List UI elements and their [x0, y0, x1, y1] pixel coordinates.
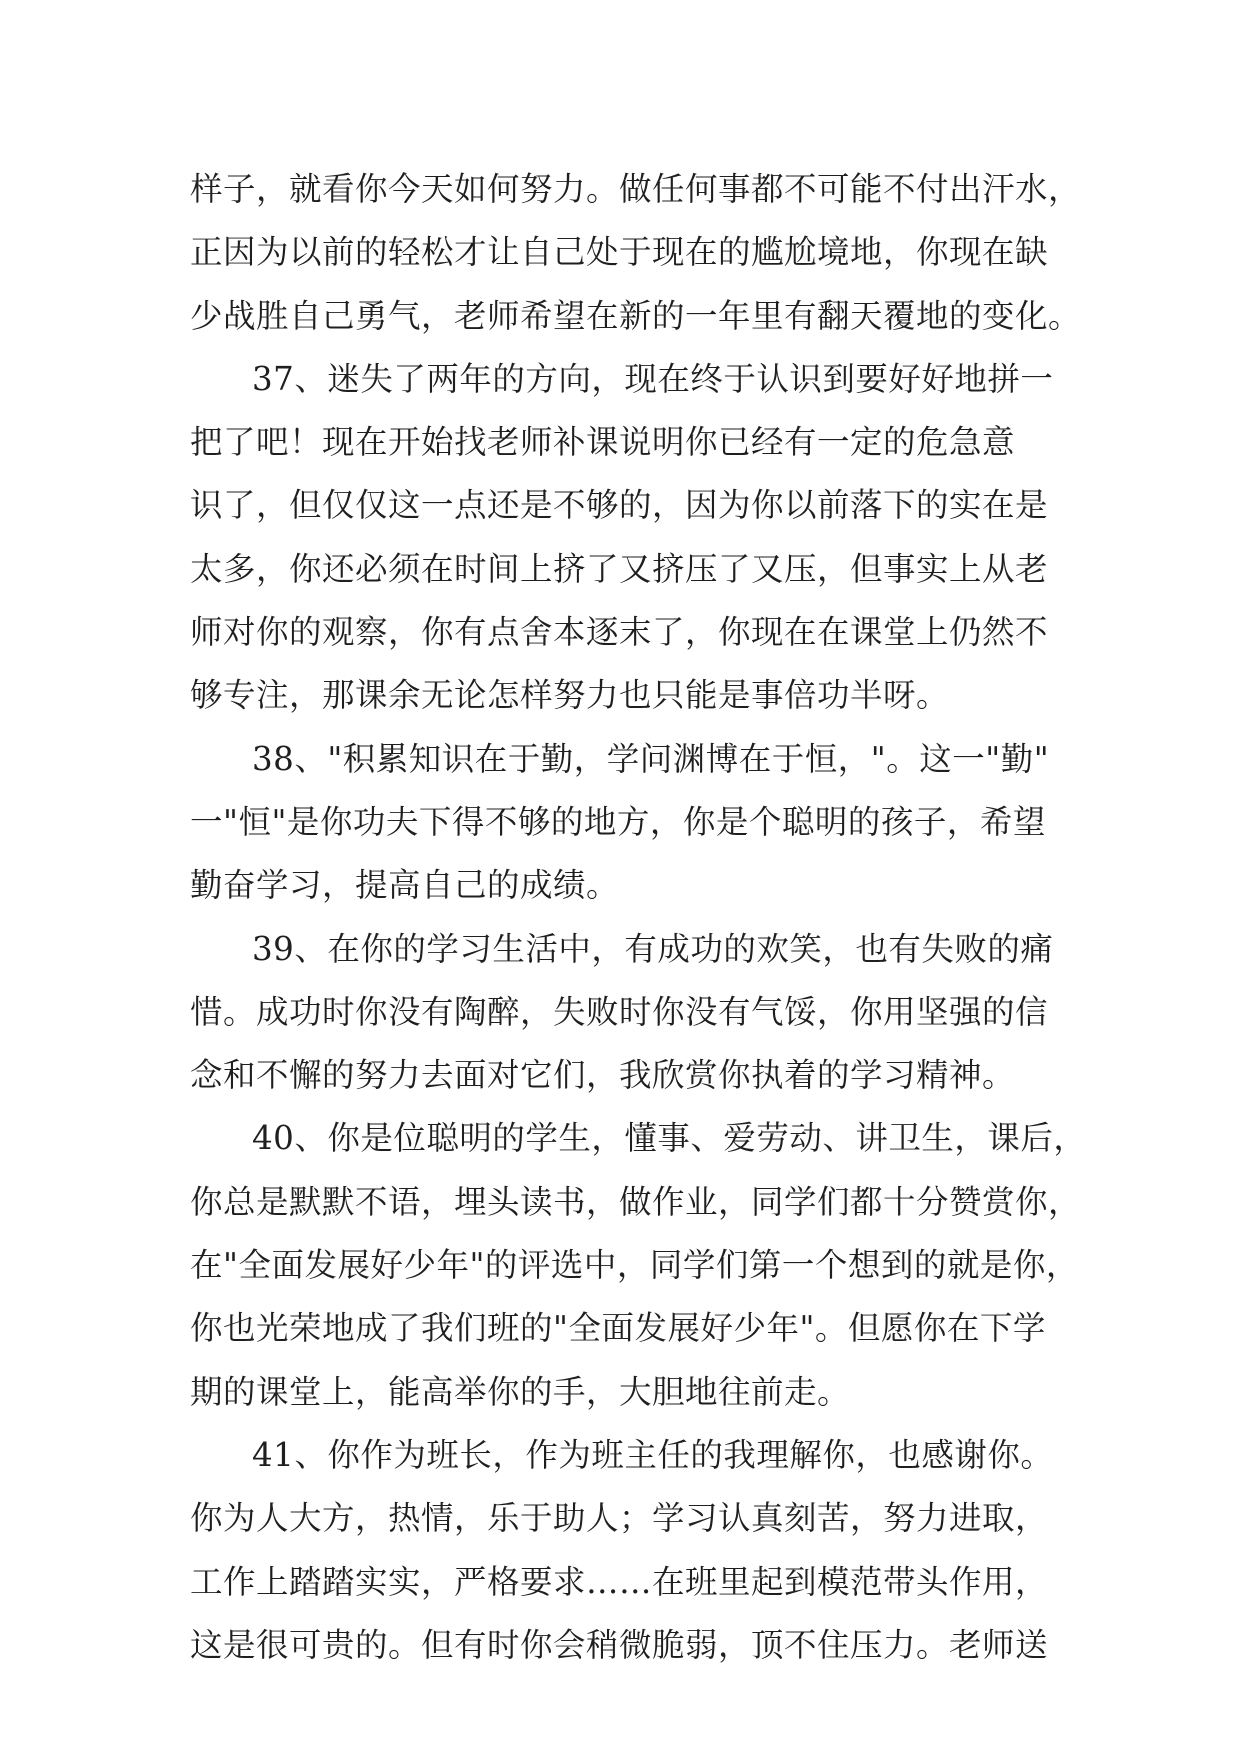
text-line: 念和不懈的努力去面对它们，我欣赏你执着的学习精神。: [190, 1056, 1016, 1095]
paragraph-first-line: 41、你作为班长，作为班主任的我理解你，也感谢你。: [252, 1435, 1054, 1474]
paragraph-first-line: 37、迷失了两年的方向，现在终于认识到要好好地拼一: [252, 359, 1054, 398]
document-body: [190, 158, 1090, 1677]
text-line: 这是很可贵的。但有时你会稍微脆弱，顶不住压力。老师送: [190, 1625, 1049, 1664]
text-line: 你也光荣地成了我们班的"全面发展好少年"。但愿你在下学: [190, 1309, 1046, 1348]
text-line: 勤奋学习，提高自己的成绩。: [190, 866, 620, 905]
text-line: 期的课堂上，能高举你的手，大胆地往前走。: [190, 1372, 851, 1411]
paragraph-first-line: 40、你是位聪明的学生，懂事、爱劳动、讲卫生，课后，: [252, 1119, 1087, 1158]
text-line: 把了吧！现在开始找老师补课说明你已经有一定的危急意: [190, 423, 1016, 462]
paragraph-first-line: 39、在你的学习生活中，有成功的欢笑，也有失败的痛: [252, 929, 1054, 968]
text-line: 在"全面发展好少年"的评选中，同学们第一个想到的就是你，: [190, 1246, 1079, 1285]
text-line: 惜。成功时你没有陶醉，失败时你没有气馁，你用坚强的信: [190, 992, 1049, 1031]
text-line: 你为人大方，热情，乐于助人；学习认真刻苦，努力进取，: [190, 1499, 1049, 1538]
paragraph-first-line: 38、"积累知识在于勤，学问渊博在于恒，"。这一"勤": [252, 739, 1050, 778]
text-line: 师对你的观察，你有点舍本逐末了，你现在在课堂上仍然不: [190, 613, 1049, 652]
text-line: 样子，就看你今天如何努力。做任何事都不可能不付出汗水，: [190, 170, 1082, 208]
text-line: 正因为以前的轻松才让自己处于现在的尴尬境地，你现在缺: [190, 233, 1049, 272]
text-line: 一"恒"是你功夫下得不够的地方，你是个聪明的孩子，希望: [190, 802, 1046, 841]
text-line: 够专注，那课余无论怎样努力也只能是事倍功半呀。: [190, 676, 950, 715]
text-line: 你总是默默不语，埋头读书，做作业，同学们都十分赞赏你，: [190, 1182, 1082, 1221]
text-line: 太多，你还必须在时间上挤了又挤压了又压，但事实上从老: [190, 549, 1049, 588]
text-line: 工作上踏踏实实，严格要求……在班里起到模范带头作用，: [190, 1562, 1049, 1601]
text-line: 识了，但仅仅这一点还是不够的，因为你以前落下的实在是: [190, 486, 1049, 525]
text-line: 少战胜自己勇气，老师希望在新的一年里有翻天覆地的变化。: [190, 296, 1082, 335]
